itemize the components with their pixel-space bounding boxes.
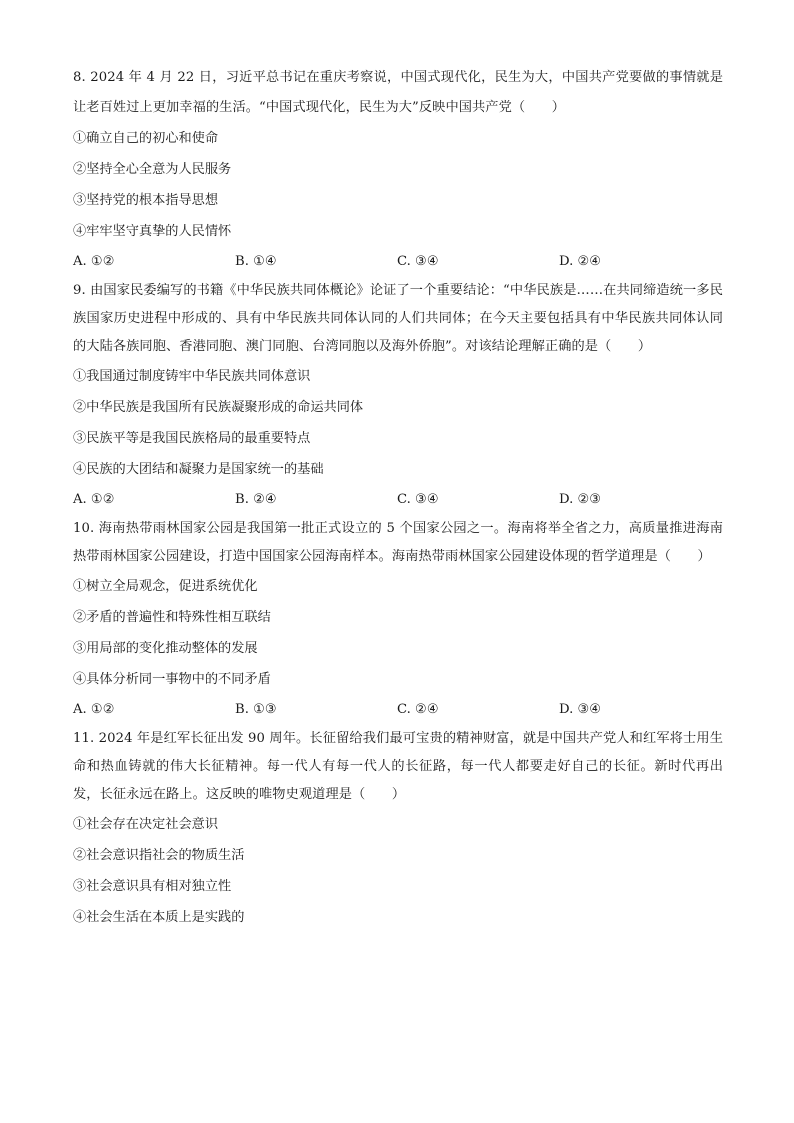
choice-a: A. ①② xyxy=(73,492,115,507)
choice-b: B. ①④ xyxy=(235,254,277,269)
statement-option: ②矛盾的普遍性和特殊性相互联结 xyxy=(73,610,271,625)
exam-page xyxy=(73,63,723,933)
question-stem: 10. 海南热带雨林国家公园是我国第一批正式设立的 5 个国家公园之一。海南将举全省之力，高质量推进海南热带雨林国家公园建设，打造中国国家公园海南样本。海南热带雨林国家公园建设体现的哲学道理是（ ） xyxy=(73,521,723,564)
statement-option: ①树立全局观念，促进系统优化 xyxy=(73,579,258,594)
choice-c: C. ②④ xyxy=(397,702,439,717)
choice-d: D. ②④ xyxy=(559,254,602,269)
statement-option: ①我国通过制度铸牢中华民族共同体意识 xyxy=(73,369,311,384)
question-stem: 8. 2024 年 4 月 22 日，习近平总书记在重庆考察说，中国式现代化，民生为大，中国共产党要做的事情就是让老百姓过上更加幸福的生活。“中国式现代化，民生为大”反映中国共产党（ ） xyxy=(73,70,723,115)
statement-option: ④具体分析同一事物中的不同矛盾 xyxy=(73,672,271,687)
choice-b: B. ②④ xyxy=(235,492,277,507)
question-9 xyxy=(73,277,723,515)
statement-option: ②坚持全心全意为人民服务 xyxy=(73,162,232,177)
statement-option: ④牢牢坚守真挚的人民情怀 xyxy=(73,224,232,239)
choice-d: D. ②③ xyxy=(559,492,602,507)
answer-choices xyxy=(73,485,723,515)
choice-c: C. ③④ xyxy=(397,492,439,507)
choice-b: B. ①③ xyxy=(235,702,277,717)
statement-option: ②中华民族是我国所有民族凝聚形成的命运共同体 xyxy=(73,400,364,415)
statement-option: ④社会生活在本质上是实践的 xyxy=(73,910,245,925)
statement-option: ②社会意识指社会的物质生活 xyxy=(73,848,245,863)
statement-option: ①确立自己的初心和使命 xyxy=(73,131,219,146)
answer-choices xyxy=(73,247,723,277)
statement-option: ④民族的大团结和凝聚力是国家统一的基础 xyxy=(73,462,324,477)
statement-option: ③社会意识具有相对独立性 xyxy=(73,879,232,894)
question-stem: 11. 2024 年是红军长征出发 90 周年。长征留给我们最可宝贵的精神财富，就是中国共产党人和红军将士用生命和热血铸就的伟大长征精神。每一代人有每一代人的长征路，每一代人都要走好自己的长征。新时代再出发，长征永远在路上。这反映的唯物史观道理是（ ） xyxy=(73,731,723,802)
choice-d: D. ③④ xyxy=(559,702,602,717)
statement-option: ③用局部的变化推动整体的发展 xyxy=(73,641,258,656)
statement-option: ①社会存在决定社会意识 xyxy=(73,817,219,832)
question-stem: 9. 由国家民委编写的书籍《中华民族共同体概论》论证了一个重要结论：“中华民族是……在共同缔造统一多民族国家历史进程中形成的、具有中华民族共同体认同的人们共同体；在今天主要包括具有中华民族共同体认同的大陆各族同胞、香港同胞、澳门同胞、台湾同胞以及海外侨胞”。对该结论理解正确的是（ ） xyxy=(73,283,723,354)
question-11 xyxy=(73,725,723,933)
choice-a: A. ①② xyxy=(73,702,115,717)
question-8 xyxy=(73,63,723,277)
statement-option: ③坚持党的根本指导思想 xyxy=(73,193,219,208)
question-10 xyxy=(73,515,723,725)
statement-option: ③民族平等是我国民族格局的最重要特点 xyxy=(73,431,311,446)
choice-a: A. ①② xyxy=(73,254,115,269)
answer-choices xyxy=(73,695,723,725)
choice-c: C. ③④ xyxy=(397,254,439,269)
